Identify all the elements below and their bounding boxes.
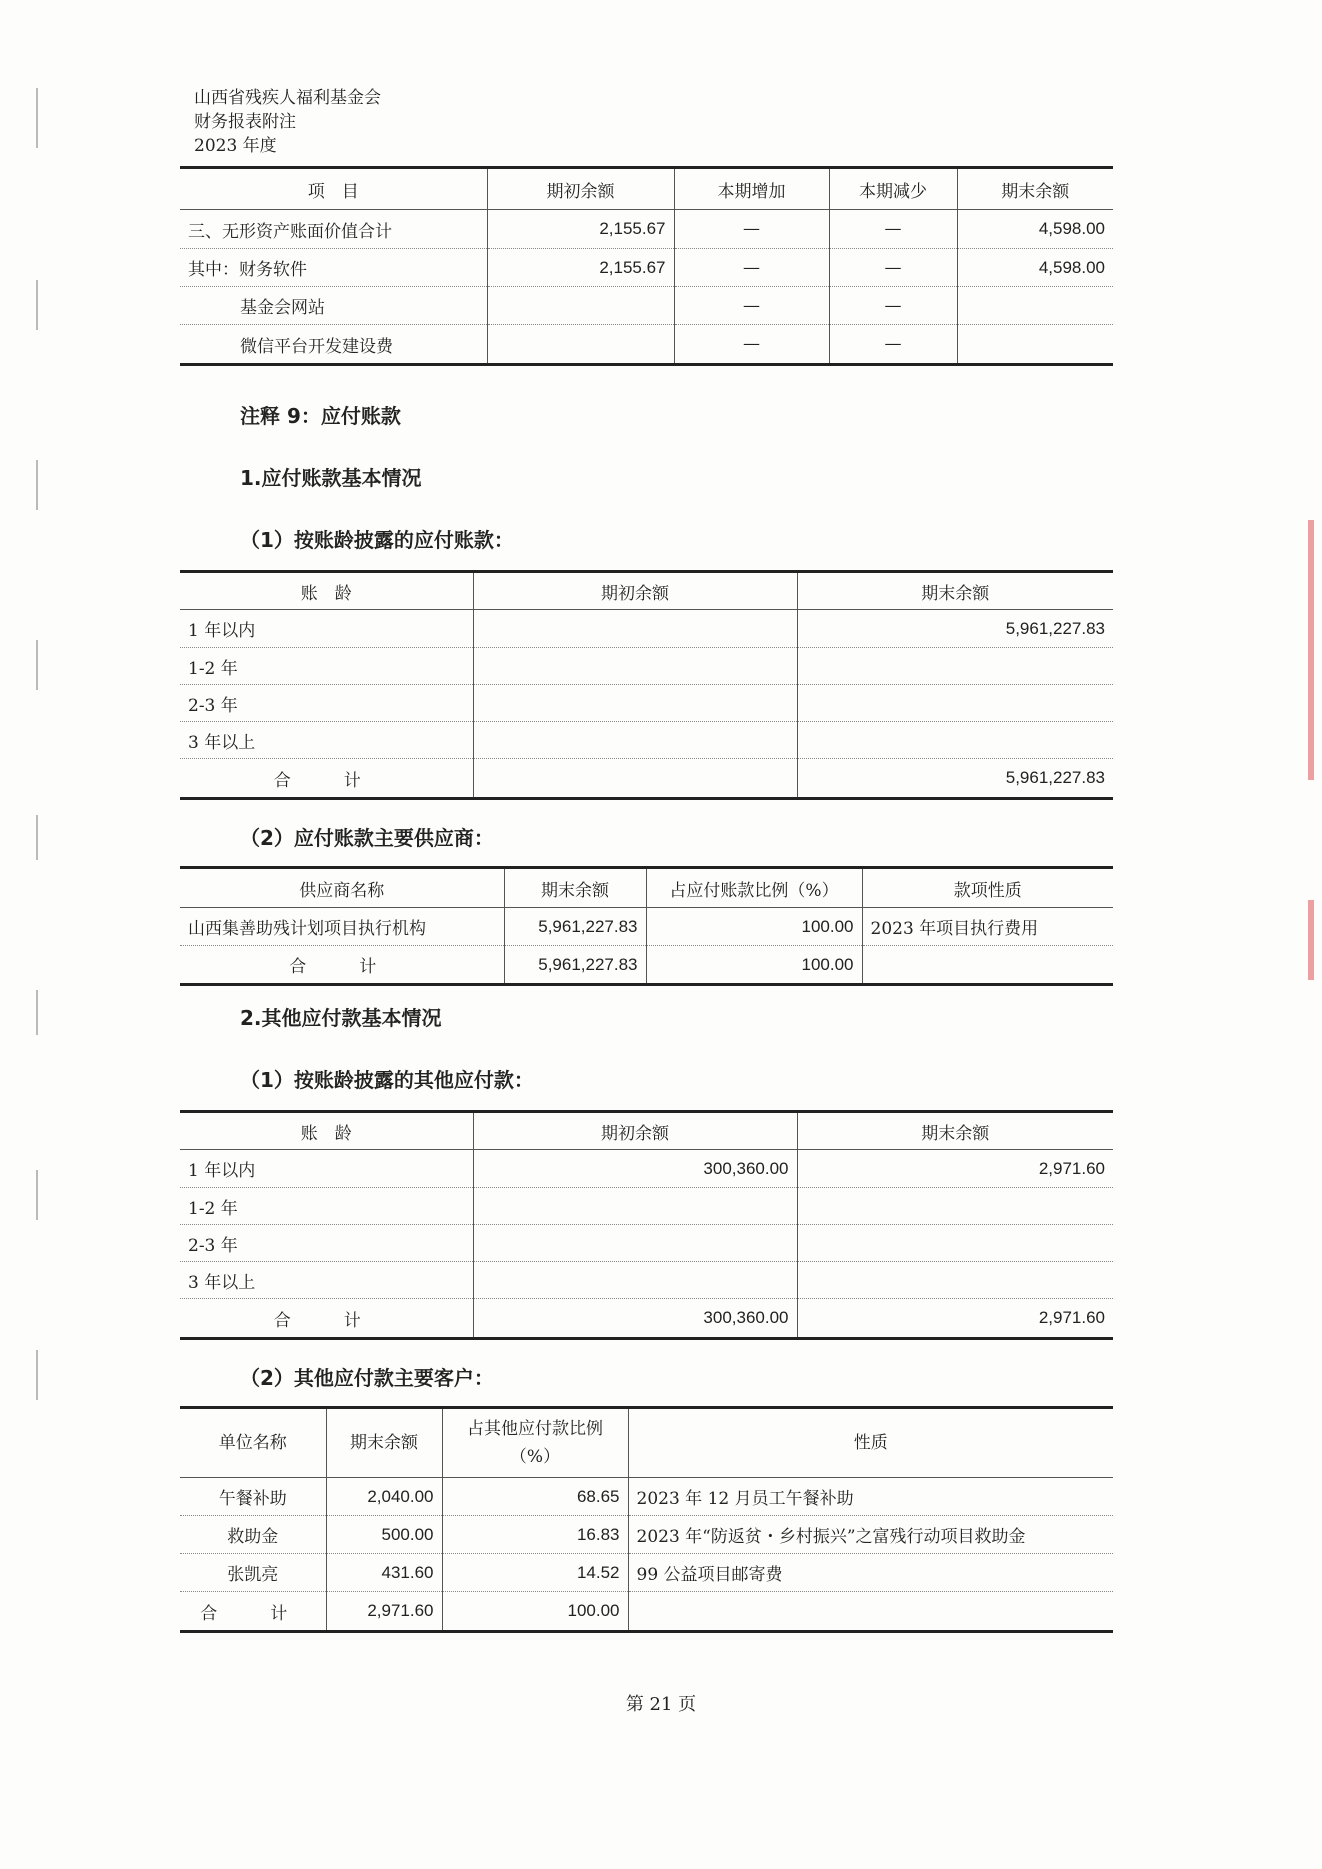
- cell-value: 300,360.00: [473, 1150, 797, 1188]
- col-header-unit: （%）: [509, 1447, 561, 1467]
- cell-value: [797, 685, 1113, 722]
- col-header: 款项性质: [862, 868, 1113, 908]
- row-label: 微信平台开发建设费: [180, 325, 487, 365]
- report-year: 2023 年度: [194, 136, 277, 156]
- seal-edge-mark: [1308, 900, 1314, 980]
- col-header: 占其他应付款比例: [467, 1419, 603, 1439]
- cell-value: —: [829, 287, 957, 325]
- cell-value: [797, 1188, 1113, 1225]
- scan-edge-mark: [36, 815, 38, 860]
- section-2-subtitle-1: （1）按账龄披露的其他应付款：: [240, 1068, 534, 1092]
- table-header-row: [180, 1112, 1113, 1150]
- cell-nature: 2023 年项目执行费用: [862, 908, 1113, 946]
- section-2-title: 2.其他应付款基本情况: [240, 1006, 442, 1030]
- col-header: 本期减少: [829, 168, 957, 210]
- table-row: [180, 610, 1113, 648]
- client-name: 午餐补助: [180, 1478, 326, 1516]
- cell-value: 2,971.60: [326, 1592, 442, 1632]
- cell-value: 100.00: [646, 908, 862, 946]
- payables-supplier-table: [180, 866, 1113, 986]
- col-header: 账 龄: [180, 572, 473, 610]
- cell-value: 4,598.00: [957, 210, 1113, 249]
- scan-edge-mark: [36, 1170, 38, 1220]
- col-header: 期末余额: [797, 1112, 1113, 1150]
- section-1-subtitle-1: （1）按账龄披露的应付账款：: [240, 528, 514, 552]
- cell-value: 16.83: [442, 1516, 628, 1554]
- col-header: 期初余额: [487, 168, 674, 210]
- cell-value: 2,155.67: [487, 249, 674, 287]
- table-row: [180, 908, 1113, 946]
- section-2-subtitle-2: （2）其他应付款主要客户：: [240, 1366, 494, 1390]
- cell-value: [473, 759, 797, 799]
- col-header: 单位名称: [180, 1408, 326, 1478]
- cell-value: 500.00: [326, 1516, 442, 1554]
- col-header: 项 目: [180, 168, 487, 210]
- cell-value: —: [674, 210, 829, 249]
- document-header: [194, 86, 381, 158]
- row-label: 3 年以上: [180, 1262, 473, 1299]
- row-label: 合 计: [180, 1592, 326, 1632]
- cell-value: —: [674, 249, 829, 287]
- row-label: 其中：财务软件: [180, 249, 487, 287]
- row-label: 2-3 年: [180, 685, 473, 722]
- cell-value: [797, 1262, 1113, 1299]
- table-header-row: [180, 572, 1113, 610]
- table-row: [180, 1262, 1113, 1299]
- row-label: 合 计: [180, 1299, 473, 1339]
- col-header-ratio: [442, 1408, 628, 1478]
- table-row: [180, 1516, 1113, 1554]
- supplier-name: 山西集善助残计划项目执行机构: [180, 908, 504, 946]
- col-header: 账 龄: [180, 1112, 473, 1150]
- cell-value: 5,961,227.83: [797, 610, 1113, 648]
- cell-value: [473, 1225, 797, 1262]
- col-header: 期末余额: [957, 168, 1113, 210]
- cell-value: —: [674, 325, 829, 365]
- row-label: 1 年以内: [180, 1150, 473, 1188]
- row-label: 3 年以上: [180, 722, 473, 759]
- col-header: 本期增加: [674, 168, 829, 210]
- table-row: [180, 1150, 1113, 1188]
- scan-edge-mark: [36, 460, 38, 510]
- total-row: [180, 1592, 1113, 1632]
- col-header: 期末余额: [504, 868, 646, 908]
- intangible-assets-table: [180, 166, 1113, 366]
- cell-value: [473, 610, 797, 648]
- cell-value: 300,360.00: [473, 1299, 797, 1339]
- cell-nature: [628, 1592, 1113, 1632]
- cell-nature: 2023 年 12 月员工午餐补助: [628, 1478, 1113, 1516]
- cell-value: 5,961,227.83: [797, 759, 1113, 799]
- total-row: [180, 1299, 1113, 1339]
- row-label: 三、无形资产账面价值合计: [180, 210, 487, 249]
- seal-edge-mark: [1308, 520, 1314, 780]
- cell-value: 4,598.00: [957, 249, 1113, 287]
- note-9-title: 注释 9：应付账款: [240, 404, 401, 428]
- cell-value: 5,961,227.83: [504, 908, 646, 946]
- cell-value: [797, 648, 1113, 685]
- cell-value: [473, 685, 797, 722]
- table-row: [180, 249, 1113, 287]
- col-header: 期初余额: [473, 1112, 797, 1150]
- cell-value: 14.52: [442, 1554, 628, 1592]
- col-header: 期初余额: [473, 572, 797, 610]
- cell-value: 431.60: [326, 1554, 442, 1592]
- cell-value: 100.00: [646, 946, 862, 985]
- cell-value: [473, 648, 797, 685]
- col-header: 期末余额: [326, 1408, 442, 1478]
- cell-value: —: [829, 249, 957, 287]
- cell-value: —: [829, 325, 957, 365]
- table-row: [180, 210, 1113, 249]
- cell-value: [957, 287, 1113, 325]
- row-label: 1 年以内: [180, 610, 473, 648]
- other-payables-aging-table: [180, 1110, 1113, 1340]
- cell-value: 2,971.60: [797, 1299, 1113, 1339]
- table-row: [180, 325, 1113, 365]
- cell-value: 5,961,227.83: [504, 946, 646, 985]
- cell-value: 2,971.60: [797, 1150, 1113, 1188]
- cell-value: [473, 722, 797, 759]
- table-row: [180, 685, 1113, 722]
- cell-value: 100.00: [442, 1592, 628, 1632]
- section-1-subtitle-2: （2）应付账款主要供应商：: [240, 826, 494, 850]
- total-row: [180, 759, 1113, 799]
- client-name: 救助金: [180, 1516, 326, 1554]
- table-header-row: [180, 168, 1113, 210]
- cell-value: [473, 1262, 797, 1299]
- row-label: 2-3 年: [180, 1225, 473, 1262]
- section-1-title: 1.应付账款基本情况: [240, 466, 422, 490]
- table-row: [180, 287, 1113, 325]
- row-label: 合 计: [180, 946, 504, 985]
- scan-edge-mark: [36, 990, 38, 1035]
- table-row: [180, 722, 1113, 759]
- cell-value: [797, 1225, 1113, 1262]
- cell-nature: [862, 946, 1113, 985]
- page-number: 第 21 页: [625, 1694, 697, 1715]
- other-payables-client-table: [180, 1406, 1113, 1633]
- cell-value: [473, 1188, 797, 1225]
- cell-value: [957, 325, 1113, 365]
- scan-edge-mark: [36, 88, 38, 148]
- row-label: 合 计: [180, 759, 473, 799]
- table-row: [180, 1225, 1113, 1262]
- cell-value: 68.65: [442, 1478, 628, 1516]
- cell-value: [797, 722, 1113, 759]
- row-label: 基金会网站: [180, 287, 487, 325]
- total-row: [180, 946, 1113, 985]
- col-header: 供应商名称: [180, 868, 504, 908]
- scan-edge-mark: [36, 280, 38, 330]
- table-row: [180, 1188, 1113, 1225]
- row-label: 1-2 年: [180, 1188, 473, 1225]
- cell-value: [487, 325, 674, 365]
- cell-value: [487, 287, 674, 325]
- col-header: 性质: [628, 1408, 1113, 1478]
- client-name: 张凯亮: [180, 1554, 326, 1592]
- cell-nature: 99 公益项目邮寄费: [628, 1554, 1113, 1592]
- cell-value: —: [829, 210, 957, 249]
- payables-aging-table: [180, 570, 1113, 800]
- table-row: [180, 1478, 1113, 1516]
- table-row: [180, 1554, 1113, 1592]
- col-header: 占应付账款比例（%）: [646, 868, 862, 908]
- table-row: [180, 648, 1113, 685]
- cell-value: 2,040.00: [326, 1478, 442, 1516]
- org-name: 山西省残疾人福利基金会: [194, 88, 381, 108]
- cell-nature: 2023 年“防返贫・乡村振兴”之富残行动项目救助金: [628, 1516, 1113, 1554]
- scan-edge-mark: [36, 640, 38, 690]
- row-label: 1-2 年: [180, 648, 473, 685]
- table-header-row: [180, 1408, 1113, 1478]
- cell-value: —: [674, 287, 829, 325]
- cell-value: 2,155.67: [487, 210, 674, 249]
- col-header: 期末余额: [797, 572, 1113, 610]
- scan-edge-mark: [36, 1350, 38, 1400]
- table-header-row: [180, 868, 1113, 908]
- doc-name: 财务报表附注: [194, 112, 296, 132]
